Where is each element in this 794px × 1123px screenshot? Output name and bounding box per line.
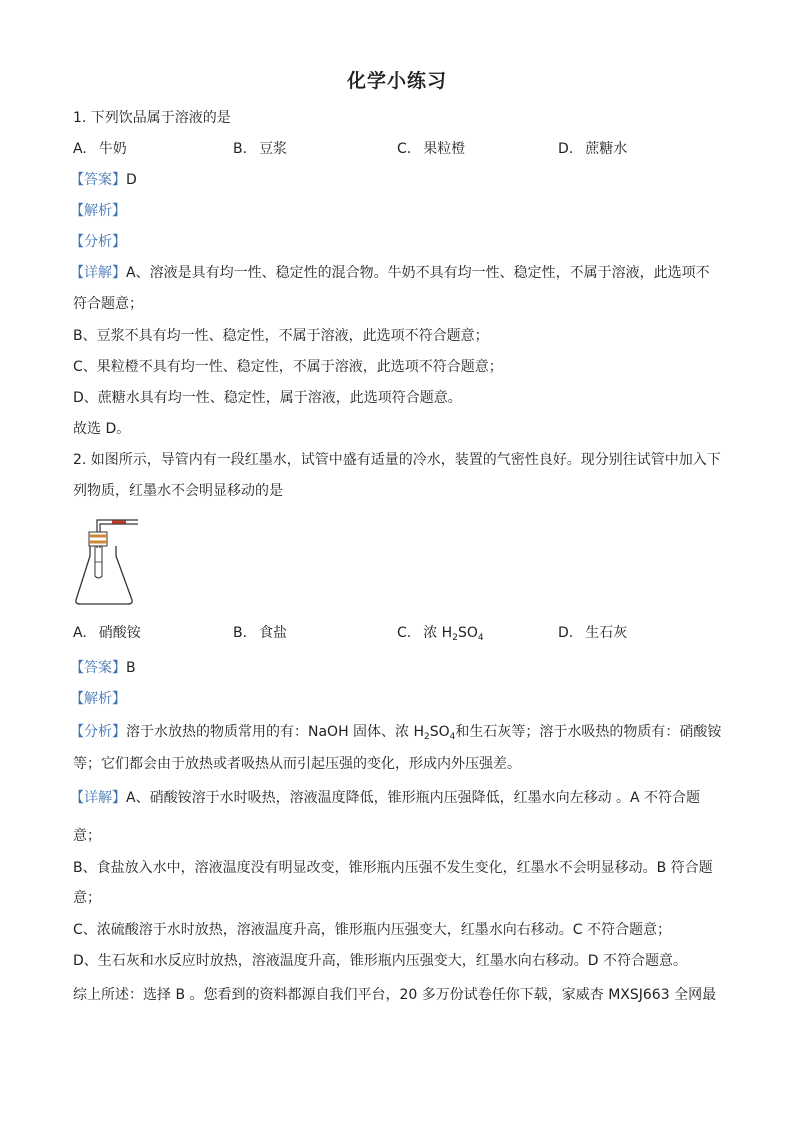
conical-flask: [76, 546, 132, 604]
detail-tag: 【详解】: [70, 790, 126, 806]
option-letter: A.: [73, 625, 87, 641]
q1-detail-line: 符合题意；: [73, 296, 143, 312]
option-text: 果粒橙: [423, 141, 466, 157]
option-letter: C.: [397, 141, 412, 157]
subscript: 4: [477, 633, 484, 643]
detail-tag: 【详解】: [70, 265, 126, 281]
option-letter: D.: [558, 141, 574, 157]
answer-tag: 【答案】: [70, 660, 126, 676]
q2-detail-line: B、食盐放入水中，溶液温度没有明显改变，锥形瓶内压强不发生变化，红墨水不会明显移动。B 符合题: [73, 860, 713, 876]
q2-detail-line: 意；: [73, 828, 101, 844]
q1-analysis-tag: 【解析】: [70, 203, 126, 219]
q2-option-b: [233, 623, 287, 643]
q2-analysis-tag: 【解析】: [70, 691, 126, 707]
q1-detail-line: 故选 D。: [73, 421, 131, 437]
option-letter: B.: [233, 625, 248, 641]
q1-option-c: [397, 139, 465, 159]
option-letter: A.: [73, 141, 87, 157]
option-text: 浓 H: [423, 625, 453, 641]
q1-option-a: [73, 139, 127, 159]
option-text: 硝酸铵: [98, 625, 141, 641]
q2-stem-line: 2. 如图所示，导管内有一段红墨水，试管中盛有适量的冷水，装置的气密性良好。现分别往试管中加入下: [73, 452, 721, 468]
q2-option-c: [397, 623, 484, 648]
q1-answer: [70, 170, 137, 190]
option-text-mid: SO: [457, 625, 478, 641]
answer-value: D: [126, 172, 137, 188]
detail-text: A、硝酸铵溶于水时吸热，溶液温度降低，锥形瓶内压强降低，红墨水向左移动 。A 不符合题: [126, 790, 701, 806]
subscript: 2: [452, 633, 458, 643]
q2-option-a: [73, 623, 141, 643]
q2-detail-line: [70, 788, 700, 808]
q1-fenxi-tag: 【分析】: [70, 234, 126, 250]
q2-stem-line: 列物质，红墨水不会明显移动的是: [73, 483, 283, 499]
option-text: 牛奶: [98, 141, 127, 157]
q2-option-d: [558, 623, 627, 643]
detail-text: A、溶液是具有均一性、稳定性的混合物。牛奶不具有均一性、稳定性，不属于溶液，此选项不: [126, 265, 710, 281]
option-letter: D.: [558, 625, 574, 641]
option-letter: C.: [397, 625, 412, 641]
q1-detail-line: B、豆浆不具有均一性、稳定性，不属于溶液，此选项不符合题意；: [73, 328, 489, 344]
q1-option-b: [233, 139, 287, 159]
subscript: 4: [449, 732, 456, 742]
option-text: 食盐: [259, 625, 288, 641]
q2-detail-line: 意；: [73, 890, 101, 906]
flask-apparatus-figure: [70, 512, 150, 612]
option-letter: B.: [233, 141, 248, 157]
fenxi-text: SO: [429, 724, 450, 740]
fenxi-text: 和生石灰等；溶于水吸热的物质有：硝酸铵: [455, 724, 722, 740]
q1-detail-line: [70, 263, 710, 283]
q1-option-d: [558, 139, 627, 159]
q1-stem: 1. 下列饮品属于溶液的是: [73, 110, 231, 126]
q2-fenxi-line: 等；它们都会由于放热或者吸热从而引起压强的变化，形成内外压强差。: [73, 756, 521, 772]
q2-detail-line: C、浓硫酸溶于水时放热，溶液温度升高，锥形瓶内压强变大，红墨水向右移动。C 不符合题意；: [73, 922, 671, 938]
option-text: 豆浆: [259, 141, 288, 157]
fenxi-tag: 【分析】: [70, 724, 126, 740]
q2-detail-line: D、生石灰和水反应时放热，溶液温度升高，锥形瓶内压强变大，红墨水向右移动。D 不符合题意。: [73, 953, 688, 969]
option-text: 蔗糖水: [585, 141, 628, 157]
rubber-stopper: [89, 532, 107, 546]
answer-value: B: [126, 660, 136, 676]
q2-summary-line: 综上所述：选择 B 。您看到的资料都源自我们平台，20 多万份试卷任你下载，家威杏 MXSJ663 全网最: [73, 987, 717, 1003]
red-ink-plug: [112, 521, 126, 524]
page-title: 化学小练习: [346, 70, 447, 92]
q1-detail-line: C、果粒橙不具有均一性、稳定性，不属于溶液，此选项不符合题意；: [73, 359, 503, 375]
answer-tag: 【答案】: [70, 172, 126, 188]
q2-fenxi-line: [70, 722, 721, 747]
fenxi-text: 溶于水放热的物质常用的有：NaOH 固体、浓 H: [126, 724, 425, 740]
q1-detail-line: D、蔗糖水具有均一性、稳定性，属于溶液，此选项符合题意。: [73, 390, 462, 406]
subscript: 2: [424, 732, 430, 742]
option-text: 生石灰: [585, 625, 628, 641]
q2-answer: [70, 658, 136, 678]
